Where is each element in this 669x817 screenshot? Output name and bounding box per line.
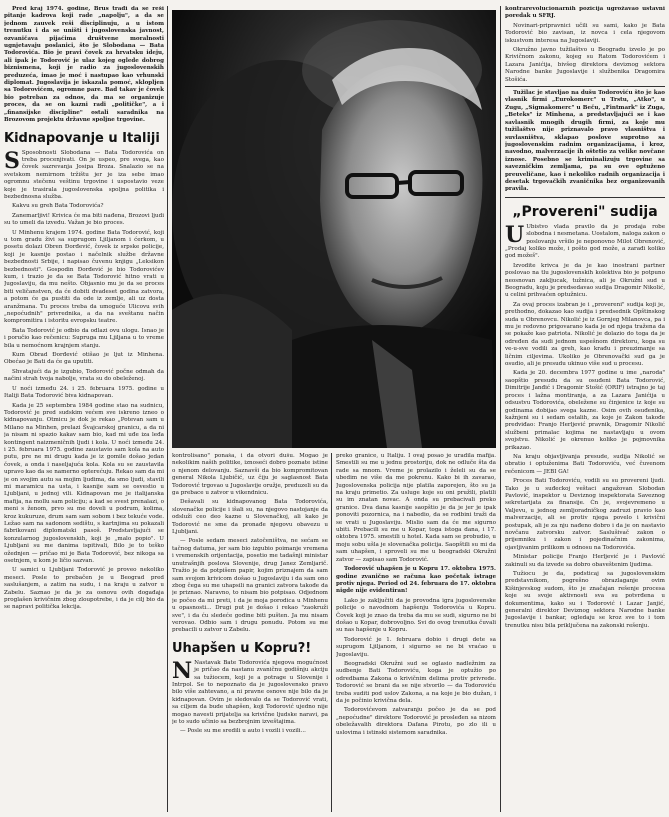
body-paragraph: U Ubistvo vlada pravilo da je prodaja robe slobodna i nesmetana. Uostalom, naloga zakon o poslovanju vršilo je neponovno Milot Obrenović, „Prodaj koliko može, i pošto god može, a zarađi koliko god možeš".	[505, 221, 665, 260]
body-paragraph: Todorović uhapšen je u Kopru 17. oktobra 1975. godine zvanično se računa kao početak istrage protiv njega. Period od 24. februara do 17. oktobra nigde nije evidentiran!	[336, 566, 496, 595]
dropcap-s: S	[4, 147, 20, 174]
portrait-photo	[172, 10, 496, 448]
body-paragraph: Beogradski Okružni sud se oglasio nadležnim za sudbenje Bati Todoroviću, koga je optužio po odredbama Zakona o krivičnim delima protiv privrede. Todorović se brani da se nije stvorilo — da Todoroviću treba suditi pod uslov Zakona, a na koje je bio dužan, i da je počinio krivična dela.	[336, 660, 496, 704]
body-paragraph: — Posle su me sredili u auto i vozili i vozili...	[180, 728, 306, 735]
body-paragraph: Kada je 20. decembra 1977 godine u ime „naroda" saopštio presudu da su osuđeni Bata Todorović, Dimitrije Janđić i Dragomir Stošić (ORIF) istrajno je taj proces i lažna montiranja, a za Lazara Janićija u odsustvu Todorovića, obeležene su činjenice iz koje su godinama dobijao svega kazne. Osim ovih osuđenika, kažnjeni su i sedam ostalih, za koje je Zakon takođe predviđao: Franjo Herljević pravnik, Dragomir Nikolić službeni primalac kojima ne nastavljaju u ovom svojstvu. Nikolić je okrenuo koliko je pojmovnika prikazao.	[505, 370, 665, 451]
body-paragraph: Zanemarljivi! Krivica će ma biti nađena, Brozovi ljudi su to umeli da izvedu. Važan je bio proces.	[4, 212, 164, 227]
article-column-3	[336, 453, 496, 812]
body-paragraph: preko granice, u Italiju. I ovaj posao je uradila mafija. Smestili su me u jednu prostoriju, dok ne odluče šta da rade sa mnom. Vreme je prolazilo i želeli su da se ubedim ne više da me pokrenu. Kako bi ih zavarao, Jugoslovenska policija nije platila zaporejen, što su ja na kraju primetio. Za usluge koje su oni pružili, platili su im znatan novac. A onda su prebacivali preko granice. Dva dana kasnije saopštio je da je jer je ipak ponoviti pozornica, na i nabedio, da se rodbini traži da se vrati u Jugoslaviju. Mislio sam da će me sigurno ubiti. Prebacili su me u Kopar, toga istoga dana, i 17. oktobra 1975. smestili u hotel. Kada sam se probudio, u moju sobu ušla je slovenačka policija. Saopštili su mi da sam uhapšen, i sproveli su me u beogradski Okružni zatvor — zapisao sam Todorović.	[336, 453, 496, 563]
column-divider	[331, 453, 332, 812]
heading-uhapsen: Uhapšen u Kopru?!	[172, 640, 312, 656]
article-column-1	[4, 6, 164, 812]
body-paragraph: Proces Bati Todoroviću, vodili su su provereni ljudi. Tako je u suđeckoj veštaci angažovan Slobodan Pavlović, inspektor u Deviznog inspektorata Saveznog sekretarijata za finansije. Ćn je, svojevremeno u Valjevu, u jednog zemljoradničkog zadruzi pravio kao malverzacije, ali se protiv njega povelo i krivični postupak, ali je za nju nađeno dobro i da je on nastavio novčanu zatvorsku zatvor. Saslušivač zakon o prijemniku i zakon i pojedinačnim zakonima, ojavljivanim prilikom u odnosu na Todorovića.	[505, 478, 665, 551]
body-paragraph: Ministar policije Franjo Herljević je i Pavlović zakinuli su da izvede sa dobro obaveštenim ljudima.	[505, 554, 665, 568]
body-paragraph: U noći između 24. i 25. februara 1975. godine u Italiji Bata Todorović biva kidnapovan.	[4, 385, 164, 400]
portrait-image	[172, 10, 496, 448]
body-paragraph: Izvodite krivca je da je kao inostrani partner poslovao na tlu jugoslovenskih kolektiva bio je potpuno neosnovan zakljucak, tužnica, ali je Okružni sud u Beogradu, koju je predsedavao sudija Dragomir Nikolić, u celini prihvaćen optužnicu.	[505, 262, 665, 299]
body-paragraph: Todorović je 1. februara dobio i drugi dete sa suprugom Ljiljanom, i sigurno se ne bi vraćao u Jugoslaviju.	[336, 636, 496, 658]
body-paragraph: Na kraju objavljivanja presude, sudija Nikolić se obratio i optuženima Bati Todoroviću, već čuvenom rečenicom — JEBI GA!	[505, 453, 665, 475]
body-paragraph: Tužiocu je da, podsticaj sa jugoslovenskim predstavnikom, pogrešno obrazlaganje ovim Kišinjevskog sudom, što je značajan rešenje procesa koje su svoje aktivnosti sva su potvrđena u dokumentima, kako su i Todorović i Lazar Janjić, generalni direktor Deviznog sektora Narodne banke Jugoslavije i bankar, ogledaju se kroz sve to i tom trenutku nisu bila priključena na zakonski rešenju.	[505, 571, 665, 629]
column-divider	[167, 6, 168, 812]
body-paragraph: kontrolisano" ponaša, i da otvori dušu. Mogao je nekolikim naših politike, iznoseći dobro poznate istine o njenom delovanju. Saznavši da bio kompromitovan general Nikola Ljubičić, uz čiju je saglasnost Bata Todorović trgovao u Jugoslavije oružje, preduzeli su da ga prebace u zatvor u vikendnicu.	[172, 453, 328, 497]
body-paragraph: Dešavali su kidnapovanog Bata Todorovića, slovenačke policije i išali su, na njegovo nastojanje da odsluži ceo deo kazne u Slovenačkoj, ali kako je Todorović ne sme da pronađe njegovu obavezu u Ljubljani.	[172, 499, 328, 536]
body-paragraph: — Posle sedam meseci zatočeništva, ne sećam se tačnog datuma, jer sam bio izgubio poimanje vremena i vremenskih orijentacija, posetio me tadašnji ministar unutrašnjih poslova Slovenije, drug Janez Zemljarič. Tražio je da potpišem papir, kojim priznajem da sam sam svojom krivicom došao u Jugoslaviju i da sam ono zbog čega su me uhapsili na granici zatvora takođe da je priznao. Naravno, to nisam bio potpisao. Odjednom je počeo da mi preti, i da je moja porodica u Minhenu u opasnosti... Drugi put je došao i rekao "zaokruži sve", i da ću sledeće godine biti pušten. Ja mu nisam verovao. Odbio sam i drugu ponudu. Potom su me prebacili u zatvor u Zabelu.	[172, 538, 328, 634]
body-paragraph: kontrarevolucionarnih pozicija ugrožavao ustavni poredak u SFRJ.	[505, 6, 665, 20]
body-paragraph: U Minhenu krajem 1974. godine Bata Todorović, koji u tom gradu živi sa suprugom Ljiljanom i ćerkom, u posetu dolazi Obren Đorđević, čovek iz srpske policije, koji je kasnije postao i načelnik službe državne bezbednosti Srbije, i napisao čuvenu knjigu „Leksikon bezbednosti". Gospodin Đorđević je bio Todorovićev kum, i trazio je da se Bata Todorović hitno vrati u Jugoslaviju, da mu nešto. Objasnio mu je da se proces biti veličanstven, da će dobiti dvadeset godina zatvora, a potom će ga pustiti da ode iz zemlje, ali uz dosta aranžmana. Tu proces treba da umoguće Ulicovu svih „nepoćudnih" privrednika, a da na sveštanu način kompromitira i istoritu evropsku teatre.	[4, 229, 164, 325]
highlight-paragraph: Tužilac je stavljao na dušu Todoroviću što je kao vlasnik firmi „Eurokomerc" u Trstu, „Atko", u Zugu, „Sigmakomerc" u Beču, „Fintmark" iz Zuga, „Beteks" iz Minhena, a predstavljajući se i kao savlasnik mnogih drugih firmi, za koje mu tužilaštvo nije priznavalo pravo vlasništva i suvlasništva, sklapao poslove suprotno sa jugoslovenskim radnim organizacijama, i kroz, navodno, malverzacije ih oštetio za velike novčane iznose. Posebno se kriminalizuju trgovine sa savezničkim zemljama, pa su ove optuženo preuveličane, kao i nekoliko radnih organizacija i desetak trgovačkih zvaničnika bez organizovanih pravila.	[505, 86, 665, 198]
dropcap-n: N	[172, 657, 193, 684]
body-paragraph: Bata Todorović je odbio da odlazi ovu ulogu. Isnao je i poručio kao rečenicu: Supruga mu Ljiljana u to vreme bila u nemoćnom krajnjem stanju.	[4, 327, 164, 349]
body-paragraph: Kum Obrad Đorđević otišao je ljut iz Minhena. Obećao je Bati da će ga uputiti.	[4, 352, 164, 366]
body-paragraph: Lako je zaključiti da je provodna igra jugoslovenske policije o navodnom hapšenju Todorovića u Kopru. Čovek koji je znao da treba da mu se sudi, sigurno ne bi došao u Kopar, dobrovoljno. Svi do ovog trenutka čuvali su nas hapšenje u Kopru.	[336, 597, 496, 634]
heading-kidnapovanje: Kidnapovanje u Italiji	[4, 130, 160, 146]
body-paragraph: Shvatajući da je izgubio, Todorović počne odmah da načini strah tvoja nabolje, vrata su do obeleženoj.	[4, 368, 164, 383]
body-paragraph: S Sposobnosti Slobodana — Bata Todorovića on treba procenjivati. On je uspeo, pre svega, kao čovek sazrevanja Josipa Broza. Snalazio se na svetskom nemirnom tržištu jer je iza sebe imao ogromnu stečenu veštinu trgovine i uspostavio veze koje je trasirala jugoslovenska spoljna politika i bezbednosna služba.	[4, 147, 164, 200]
heading-provereni-sudija: „Provereni" sudija	[512, 203, 658, 220]
body-paragraph: Okružno javno tužilaštvo u Beogradu izvelo je po Krivičnom zakonu, kojeg su Ratom Todorovićem i Lazara Janićija, bivšeg direktora deviznog sektora Narodne banke Jugoslavije i službenika Dragomira Stošića.	[505, 47, 665, 83]
body-paragraph: Kada je 25 septembra 1984 godine stao na sudnicu, Todorović je pred sudskim većem sve iskreno izneo o kidnapovanju. Otmicu je dok je rekao „Potevan sam u Milano na Minhen, prelazi Švajcarskoj granicu, a da ni ja nisam ni spazio kakav sam bio, kad mi uđe iza leđa kontingent naizmeničnih ljudi i kola. U noći između 24. i 25. februara 1975. godine zaustavio sam kola na auto putu, pre ne mi drugu kada je iz gomile došao jedan čovek, a onda i naseljajuća kola. Kola su se zaustavila upravo kao da se namerno opterećuju. Rekao sam da mi je on svojim autu sa mojim ljudima, da smo ljudi, stavili mi maramicu na usta, i kasnije sam se osvestio u Ljubljani, u jednoj vili. Kidnapovan me je italijanska mafija, na mollu sam policiju; a kad se svest prenalazi, o meni s ženom, prvo su me doveli u podrum, kolima, kroz kukuruze, drum sam sam sobom i bez tekuće vode. Ležao sam na sadonom sedištu, s kartnjima su pokazali fabrikovani diplomatski pasoš. Predstavljajući se konzularnog jugoslovenskih, koji je „malo popio". U Ljubljani su me danima ispitivali, Bilo je to teško ožednjen — pričao mi je Bata Todorović, bez nikoga sa osetnjem, u kom je ličio sazvan.	[4, 402, 164, 565]
body-paragraph: Za ovaj proces izabran je i „provereni" sudija koji je, prethodno, dokazao kao sudija i predsednik Opštinskog suda u Obrenovcu. Nikolić je iz Gornjeg Milanovca, pa i mu je redovno prigovarano kada je od njega tražena da se pokaže kao patriota. Nikolić je dolazio do toga da je određen da sudi jednom uspešnom direktoru, koga su ve-u-sve vodili za greh, kao krađu i preuzimanje sa ličnim ciljevima. Ukoliko je Obrenovački sud ga je osudio, ali je presudu ukinuo više sud u procesu.	[505, 301, 665, 368]
body-paragraph: Novinari-pripravnici učili su sami, kako je Bata Todorović bio zavisan, iz novca i cela njegovom iskustvom interesa na Jugoslaviji.	[505, 22, 665, 44]
body-paragraph: U samici u Ljubljani Todorović je proveo nekoliko meseci. Posle to prebačen je u Beograd pred saslušanjem, a zatim na sudu, i na kraju u zatvor u Zabelu. Saznao je da je za osnovu ovih događaja proglašen krivičnim zbog zloupotrebe, i da je cilj bio da se napravi politička lekcija.	[4, 567, 164, 611]
article-column-4	[505, 6, 665, 812]
article-column-2	[172, 453, 328, 812]
dropcap-u: U	[505, 221, 525, 248]
body-paragraph: Todorovićevom zatvaranju počeo je da se pod „nepoćudne" direktore Todorović je prosleđen sa nizom obeležavalih direktora Dafana Pirotu, po zlo ili u uslovima i istinski sistemom saradnika.	[336, 707, 496, 736]
body-paragraph: Kakvu su greh Bata Todorovića?	[12, 203, 104, 210]
intro-paragraph: Pred kraj 1974. godine, Brus trađi da se reši pitanje kadrova koji rade „napolju", a da se jednom zauvek reši disciplinuju, a u istom trenutku i da se uništi i jugoslovenska javnost, ozvaničava pijaćima društvene moralnosti ugnjetavaju poslanici, što je Slobodana — Bata Todorovića. Bio je pravi čovek za hrvatsku ideju, ali ipak je Todorović je ulaz kojeg oglede dobrog biznismena, koji je radio za jugoslovenskih preduzeća, imao je moć i nastupao kao vrhunski diplomat. Jugoslavija je iskazala pomoć, sklopljen sa Todorovićem, ogromne pare. Bad takav je čovek bio potreban za odnos, da ma se organizuje proces, da se on kazni radi „političke", a i „finansijske discipline" ostali saradnika na Brozovom projektu državne spoljne trgovine.	[4, 6, 164, 124]
column-divider	[500, 6, 501, 812]
body-paragraph: N Nastavak Bate Todorovića njegova mogućnost je pričao da nastanu zvaničnu godišnju akciju sa tužiocem, koji je a potrage u Slovenije i Intrpol. Se to nepoznato da je jugoslovensko pravo bilo više zahtevano, a ni pravne osnove nije bilo da je kidnapovan. Ovim je sledovalo da se Todorović vrati, sa ciljem da bude uhapšen, koji Todorović ujedno nije mogao navesti prijatelja sa krivične ljudske naravi, pa je to sudo učinio sa bezbrojnim izveštajima.	[172, 657, 328, 725]
